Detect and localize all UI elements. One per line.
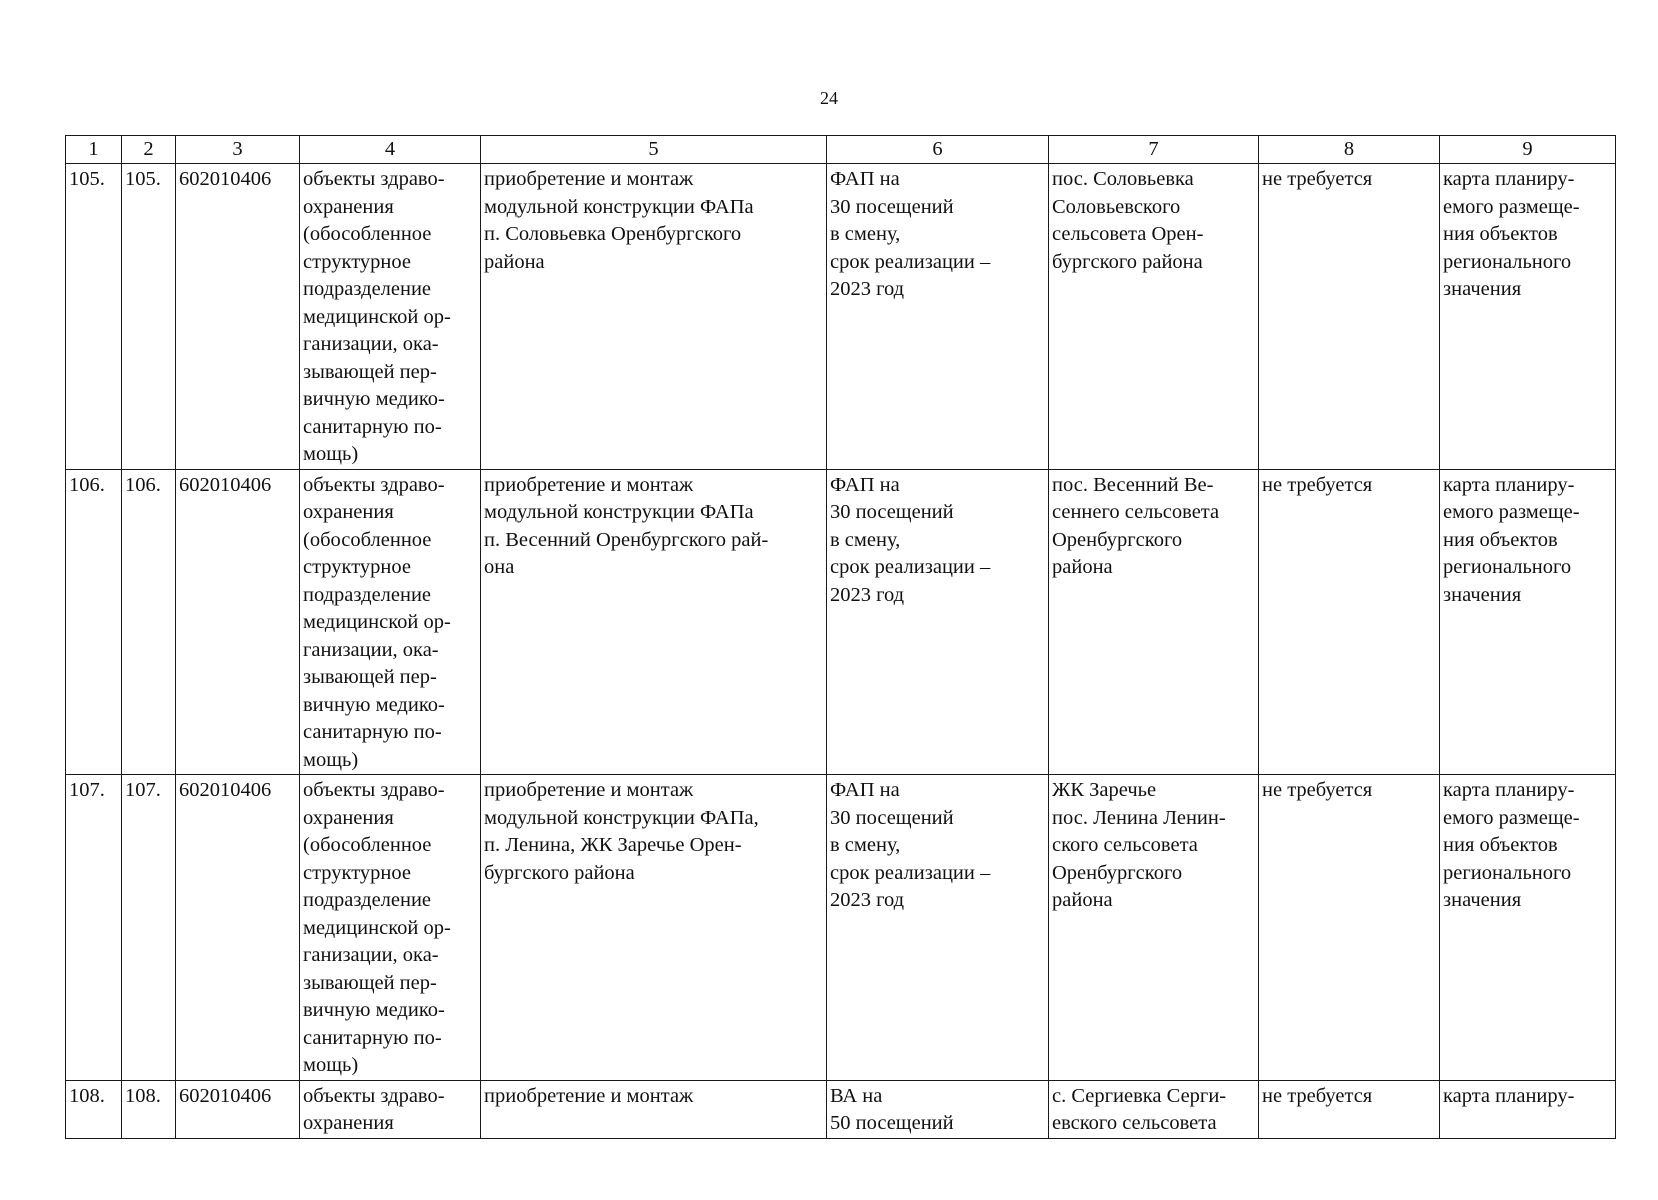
location-cell: с. Сергиевка Серги- евского сельсовета <box>1049 1080 1259 1138</box>
row-number-cell: 107. <box>66 775 122 1081</box>
header-cell: 2 <box>122 136 176 164</box>
header-cell: 6 <box>827 136 1049 164</box>
location-cell: ЖК Заречье пос. Ленина Ленин- ского сельсовета Оренбургского района <box>1049 775 1259 1081</box>
object-type-cell: объекты здраво- охранения <box>300 1080 481 1138</box>
map-cell: карта планиру- <box>1440 1080 1616 1138</box>
table-row <box>66 775 1616 1081</box>
map-cell: карта планиру- емого размеще- ния объектов регионального значения <box>1440 164 1616 470</box>
characteristics-cell: ФАП на 30 посещений в смену, срок реализации – 2023 год <box>827 164 1049 470</box>
object-type-cell: объекты здраво- охранения (обособленное структурное подразделение медицинской ор- ганизации, ока- зывающей пер- вичную медико- санитарную по- мощь) <box>300 775 481 1081</box>
code-cell: 602010406 <box>176 469 300 775</box>
planning-table <box>65 135 1616 1139</box>
location-cell: пос. Соловьевка Соловьевского сельсовета Орен- бургского района <box>1049 164 1259 470</box>
header-cell: 5 <box>481 136 827 164</box>
code-cell: 602010406 <box>176 164 300 470</box>
row-number-cell: 106. <box>66 469 122 775</box>
purpose-cell: приобретение и монтаж модульной конструкции ФАПа п. Весенний Оренбургского рай- она <box>481 469 827 775</box>
object-type-cell: объекты здраво- охранения (обособленное структурное подразделение медицинской ор- ганизации, ока- зывающей пер- вичную медико- санитарную по- мощь) <box>300 164 481 470</box>
row-number-cell: 108. <box>122 1080 176 1138</box>
zone-cell: не требуется <box>1259 1080 1440 1138</box>
header-cell: 4 <box>300 136 481 164</box>
table-row <box>66 1080 1616 1138</box>
header-cell: 8 <box>1259 136 1440 164</box>
row-number-cell: 108. <box>66 1080 122 1138</box>
characteristics-cell: ВА на 50 посещений <box>827 1080 1049 1138</box>
table-row <box>66 469 1616 775</box>
characteristics-cell: ФАП на 30 посещений в смену, срок реализации – 2023 год <box>827 469 1049 775</box>
row-number-cell: 105. <box>122 164 176 470</box>
row-number-cell: 105. <box>66 164 122 470</box>
object-type-cell: объекты здраво- охранения (обособленное структурное подразделение медицинской ор- ганизации, ока- зывающей пер- вичную медико- санитарную по- мощь) <box>300 469 481 775</box>
header-cell: 1 <box>66 136 122 164</box>
code-cell: 602010406 <box>176 1080 300 1138</box>
purpose-cell: приобретение и монтаж модульной конструкции ФАПа, п. Ленина, ЖК Заречье Орен- бургского района <box>481 775 827 1081</box>
header-cell: 3 <box>176 136 300 164</box>
purpose-cell: приобретение и монтаж <box>481 1080 827 1138</box>
zone-cell: не требуется <box>1259 775 1440 1081</box>
purpose-cell: приобретение и монтаж модульной конструкции ФАПа п. Соловьевка Оренбургского района <box>481 164 827 470</box>
zone-cell: не требуется <box>1259 164 1440 470</box>
table-row <box>66 164 1616 470</box>
header-cell: 9 <box>1440 136 1616 164</box>
location-cell: пос. Весенний Ве- сеннего сельсовета Оренбургского района <box>1049 469 1259 775</box>
page-number: 24 <box>820 88 838 108</box>
map-cell: карта планиру- емого размеще- ния объектов регионального значения <box>1440 775 1616 1081</box>
header-row <box>66 136 1616 164</box>
zone-cell: не требуется <box>1259 469 1440 775</box>
code-cell: 602010406 <box>176 775 300 1081</box>
row-number-cell: 106. <box>122 469 176 775</box>
row-number-cell: 107. <box>122 775 176 1081</box>
map-cell: карта планиру- емого размеще- ния объектов регионального значения <box>1440 469 1616 775</box>
header-cell: 7 <box>1049 136 1259 164</box>
characteristics-cell: ФАП на 30 посещений в смену, срок реализации – 2023 год <box>827 775 1049 1081</box>
